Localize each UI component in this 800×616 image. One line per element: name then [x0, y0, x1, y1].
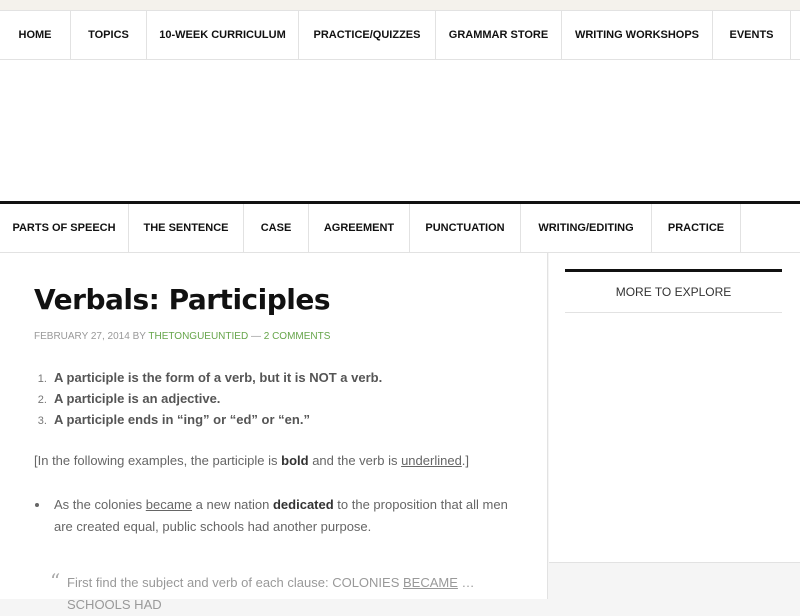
intro-underlined-word: underlined: [401, 453, 462, 468]
nav-home[interactable]: HOME: [0, 11, 71, 59]
example-text: As the colonies: [54, 497, 146, 512]
post-date: FEBRUARY 27, 2014: [34, 331, 130, 342]
intro-text: .]: [461, 453, 470, 468]
meta-separator: —: [250, 331, 261, 342]
quote-text: … SCHOOLS HAD: [67, 575, 475, 612]
nav-writing-editing[interactable]: WRITING/EDITING: [521, 204, 652, 252]
nav-case[interactable]: CASE: [244, 204, 309, 252]
nav-the-sentence[interactable]: THE SENTENCE: [129, 204, 244, 252]
secondary-nav: [0, 201, 800, 253]
example-text: to the proposition that all men are created equal, public schools had another purpose.: [54, 497, 508, 534]
quote-verb: BECAME: [403, 575, 458, 590]
intro-text: and the verb is: [308, 453, 402, 468]
post-meta: [34, 331, 330, 342]
example-participle: dedicated: [272, 497, 334, 512]
nav-practice[interactable]: PRACTICE: [652, 204, 741, 252]
participle-rules-list: [50, 367, 520, 430]
examples-intro: [34, 453, 534, 468]
nav-10-week-curriculum[interactable]: 10-WEEK CURRICULUM: [147, 11, 299, 59]
intro-bold-word: bold: [281, 453, 309, 468]
quote-text: First find the subject and verb of each clause: COLONIES: [67, 575, 403, 590]
blockquote: [67, 572, 517, 616]
post-title: Verbals: Participles: [34, 283, 331, 316]
nav-agreement[interactable]: AGREEMENT: [309, 204, 410, 252]
primary-nav: [0, 10, 800, 60]
post-author-link[interactable]: THETONGUEUNTIED: [148, 331, 249, 342]
nav-writing-workshops[interactable]: WRITING WORKSHOPS: [562, 11, 713, 59]
sidebar: [549, 253, 800, 563]
post-by: BY: [132, 331, 146, 342]
example-text: a new nation: [192, 497, 273, 512]
nav-events[interactable]: EVENTS: [713, 11, 791, 59]
widget-title: MORE TO EXPLORE: [565, 269, 782, 313]
nav-topics[interactable]: TOPICS: [71, 11, 147, 59]
post-content: [0, 253, 548, 612]
list-item: 2. A participle is an adjective.: [50, 388, 520, 409]
post-comments-link[interactable]: 2 COMMENTS: [263, 331, 331, 342]
nav-practice-quizzes[interactable]: PRACTICE/QUIZZES: [299, 11, 436, 59]
intro-text: [In the following examples, the participle is: [34, 453, 282, 468]
nav-parts-of-speech[interactable]: PARTS OF SPEECH: [0, 204, 129, 252]
nav-punctuation[interactable]: PUNCTUATION: [410, 204, 521, 252]
list-item: 1. A participle is the form of a verb, but it is NOT a verb.: [50, 367, 520, 388]
quote-icon: “: [50, 569, 61, 593]
example-verb: became: [145, 497, 193, 512]
nav-grammar-store[interactable]: GRAMMAR STORE: [436, 11, 562, 59]
site-header: [0, 60, 800, 202]
examples-list: [50, 494, 520, 538]
list-item: [50, 494, 520, 538]
list-item: 3. A participle ends in “ing” or “ed” or “en.”: [50, 409, 520, 430]
top-strip: [0, 0, 800, 10]
